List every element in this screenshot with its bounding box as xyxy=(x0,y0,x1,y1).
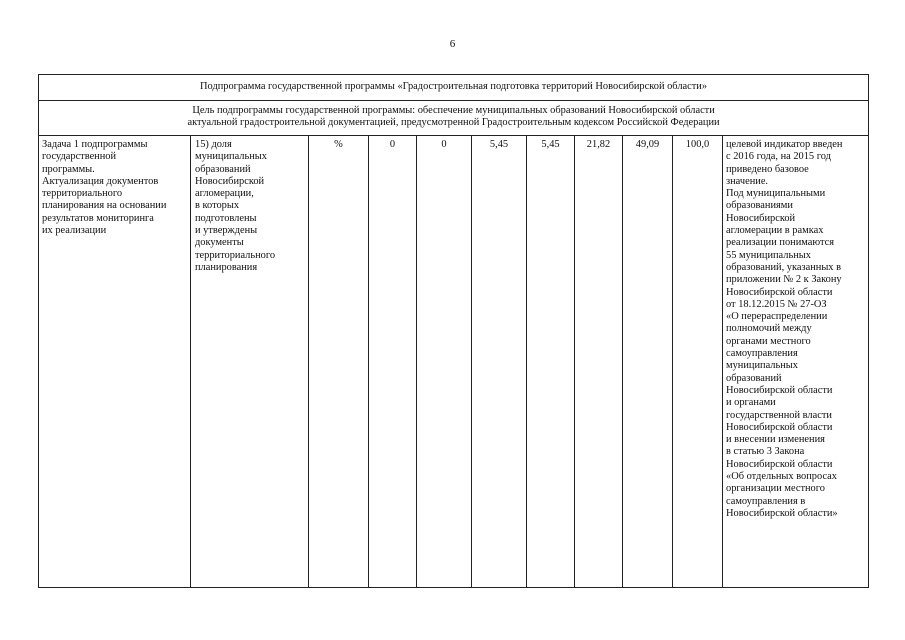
note-line: и органами xyxy=(726,397,776,409)
note-line: агломерации в рамках xyxy=(726,225,824,237)
note-line: с 2016 года, на 2015 год xyxy=(726,151,831,163)
note-line: органами местного xyxy=(726,335,811,347)
indicator-line: муниципальных xyxy=(195,151,267,163)
note-line: муниципальных xyxy=(726,360,798,372)
task-line: Актуализация документов xyxy=(42,175,159,187)
note-line: Новосибирской области» xyxy=(726,507,838,519)
note-line: «О перераспределении xyxy=(726,311,828,323)
note-line: Новосибирской области xyxy=(726,421,833,433)
task-line: государственной xyxy=(42,151,117,163)
indicator-line: Новосибирской xyxy=(195,175,265,187)
note-line: самоуправления в xyxy=(726,495,806,507)
goal-line-1: Цель подпрограммы государственной программы: обеспечение муниципальных образований Новосибирской области xyxy=(192,105,715,116)
note-line: в статью 3 Закона xyxy=(726,446,805,458)
task-line: планирования на основании xyxy=(42,200,167,212)
note-line: приложении № 2 к Закону xyxy=(726,274,842,286)
indicator-line: 15) доля xyxy=(195,139,232,150)
note-line: и внесении изменения xyxy=(726,434,825,446)
note-line: Новосибирской области xyxy=(726,286,833,298)
note-line: 55 муниципальных xyxy=(726,249,811,261)
note-line: самоуправления xyxy=(726,348,798,360)
page-number: 6 xyxy=(449,38,456,50)
task-line: результатов мониторинга xyxy=(42,212,154,224)
value-cell: 5,45 xyxy=(472,136,527,588)
note-line: образований, указанных в xyxy=(726,261,842,273)
indicator-cell xyxy=(191,136,309,588)
value-cell: 49,09 xyxy=(623,136,673,588)
value-cell: 0 xyxy=(417,136,472,588)
indicator-line: и утверждены xyxy=(195,225,258,237)
task-line: их реализации xyxy=(42,225,107,237)
note-line: реализации понимаются xyxy=(726,237,835,249)
note-line: целевой индикатор введен xyxy=(726,139,843,150)
note-cell xyxy=(723,136,869,588)
indicator-line: планирования xyxy=(195,261,258,273)
note-line: организации местного xyxy=(726,483,825,495)
indicator-line: территориального xyxy=(195,249,276,261)
subprogram-goal xyxy=(39,101,869,136)
note-line: образованиями xyxy=(726,200,793,212)
note-line: значение. xyxy=(726,175,769,187)
note-line: Под муниципальными xyxy=(726,188,826,200)
note-line: приведено базовое xyxy=(726,163,809,175)
note-line: Новосибирской области xyxy=(726,384,833,396)
value-cell: 100,0 xyxy=(673,136,723,588)
indicator-line: подготовлены xyxy=(195,212,257,224)
note-line: от 18.12.2015 № 27-ОЗ xyxy=(726,298,827,310)
value-cell: 0 xyxy=(369,136,417,588)
task-line: территориального xyxy=(42,188,123,200)
note-line: «Об отдельных вопросах xyxy=(726,471,837,483)
task-line: Задача 1 подпрограммы xyxy=(42,139,148,150)
value-cell: 21,82 xyxy=(575,136,623,588)
unit-cell: % xyxy=(309,136,369,588)
subprogram-table xyxy=(38,74,869,588)
indicator-line: документы xyxy=(195,237,244,249)
indicator-line: агломерации, xyxy=(195,188,254,200)
task-cell xyxy=(39,136,191,588)
task-line: программы. xyxy=(42,163,95,175)
note-line: образований xyxy=(726,372,782,384)
goal-line-2: актуальной градостроительной документацией, предусмотренной Градостроительным кодексом Российской Федерации xyxy=(187,117,720,129)
note-line: государственной власти xyxy=(726,409,832,421)
note-line: полномочий между xyxy=(726,323,812,335)
indicator-line: в которых xyxy=(195,200,240,212)
note-line: Новосибирской xyxy=(726,212,796,224)
indicator-line: образований xyxy=(195,163,251,175)
subprogram-title: Подпрограмма государственной программы «Градостроительная подготовка территорий Новосибирской области» xyxy=(39,75,869,101)
value-cell: 5,45 xyxy=(527,136,575,588)
note-line: Новосибирской области xyxy=(726,458,833,470)
